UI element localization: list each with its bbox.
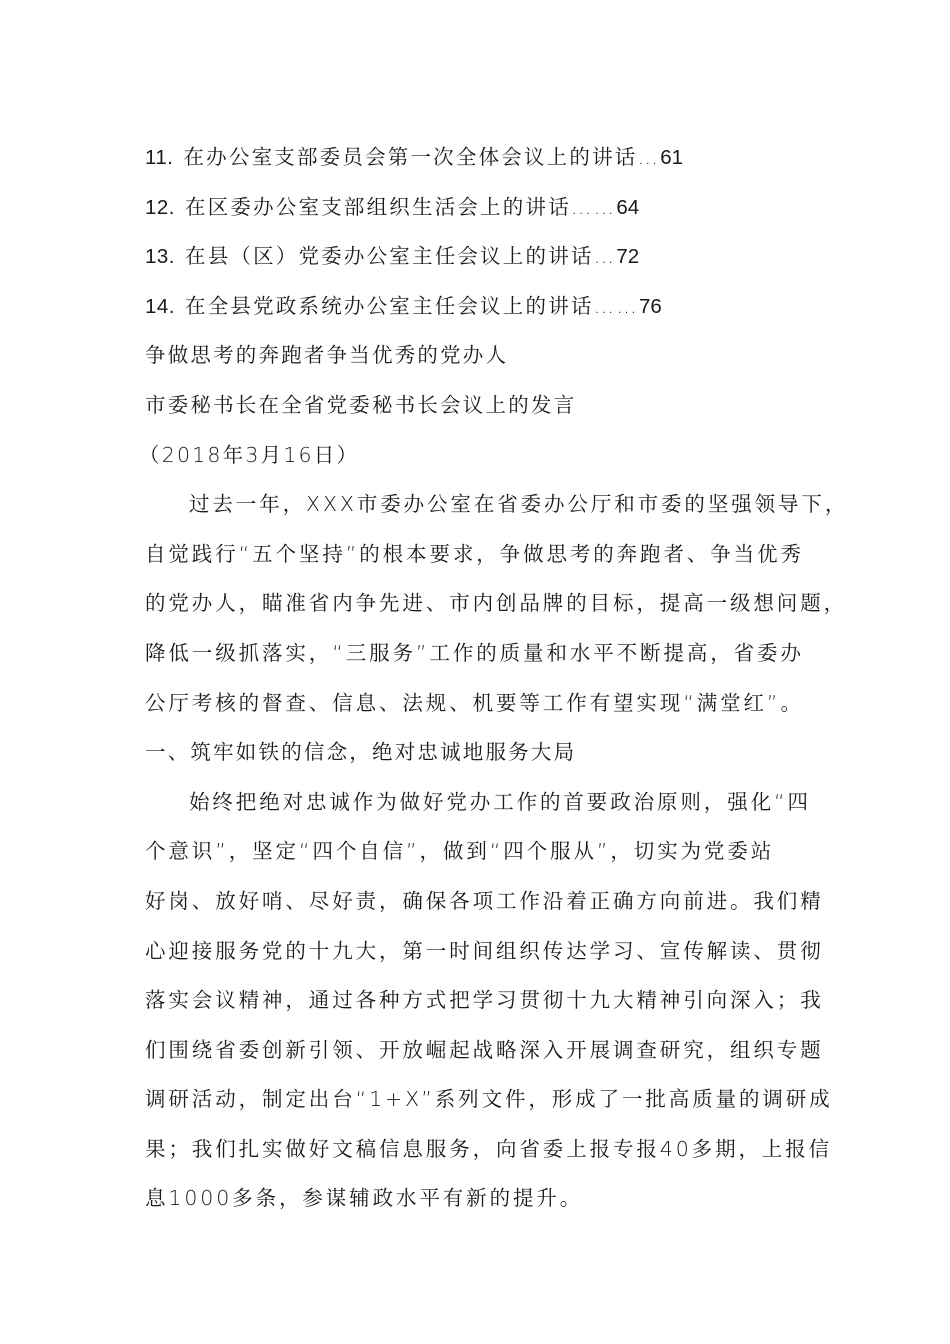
paragraph-line: 调研活动，制定出台“1+X”系列文件，形成了一批高质量的调研成 bbox=[145, 1087, 833, 1112]
toc-item-title: 在办公室支部委员会第一次全体会议上的讲话 bbox=[183, 145, 638, 169]
toc-item-14[interactable] bbox=[145, 282, 830, 332]
paragraph-line: 的党办人，瞄准省内争先进、市内创品牌的目标，提高一级想问题， bbox=[145, 591, 847, 616]
paragraph-line: 个意识”，坚定“四个自信”，做到“四个服从”，切实为党委站 bbox=[145, 839, 775, 864]
toc-item-leader: …… bbox=[593, 293, 640, 318]
toc-item-title: 在全县党政系统办公室主任会议上的讲话 bbox=[185, 293, 594, 318]
toc-item-page: 72 bbox=[616, 245, 640, 269]
paragraph-line: 自觉践行“五个坚持”的根本要求，争做思考的奔跑者、争当优秀 bbox=[145, 541, 804, 566]
toc-item-page: 64 bbox=[616, 195, 640, 219]
paragraph-line: 好岗、放好哨、尽好责，确保各项工作沿着正确方向前进。我们精 bbox=[145, 888, 824, 913]
paragraph-line: 过去一年，XXX市委办公室在省委办公厅和市委的坚强领导下， bbox=[189, 492, 849, 517]
toc-item-11[interactable] bbox=[145, 133, 830, 183]
toc-item-number: 14. bbox=[145, 294, 175, 318]
article-subtitle: 市委秘书长在全省党委秘书长会议上的发言 bbox=[145, 392, 577, 417]
toc-item-number: 11. bbox=[145, 146, 174, 169]
toc-item-title: 在县（区）党委办公室主任会议上的讲话 bbox=[185, 244, 594, 269]
paragraph-line: 息1000多条，参谋辅政水平有新的提升。 bbox=[145, 1186, 584, 1211]
article-date: （2018年3月16日） bbox=[139, 442, 360, 467]
toc-item-13[interactable] bbox=[145, 232, 830, 282]
toc-item-leader: …… bbox=[570, 194, 617, 219]
paragraph-line: 降低一级抓落实，“三服务”工作的质量和水平不断提高，省委办 bbox=[145, 640, 804, 665]
toc-item-number: 13. bbox=[145, 245, 175, 269]
toc-item-page: 61 bbox=[660, 146, 683, 169]
section-heading: 一、筑牢如铁的信念，绝对忠诚地服务大局 bbox=[145, 740, 577, 765]
toc-item-leader: … bbox=[593, 244, 617, 269]
table-of-contents bbox=[145, 133, 830, 331]
toc-item-page: 76 bbox=[639, 294, 662, 318]
toc-item-number: 12. bbox=[145, 195, 175, 219]
toc-item-title: 在区委办公室支部组织生活会上的讲话 bbox=[185, 194, 571, 219]
paragraph-line: 果；我们扎实做好文稿信息服务，向省委上报专报40多期，上报信 bbox=[145, 1136, 833, 1161]
paragraph-line: 心迎接服务党的十九大，第一时间组织传达学习、宣传解读、贯彻 bbox=[145, 938, 824, 963]
document-page bbox=[139, 133, 849, 1224]
toc-item-leader: … bbox=[637, 145, 661, 169]
section-1-paragraph bbox=[145, 778, 833, 1224]
intro-paragraph bbox=[145, 480, 849, 728]
toc-item-12[interactable] bbox=[145, 183, 830, 233]
paragraph-line: 们围绕省委创新引领、开放崛起战略深入开展调查研究，组织专题 bbox=[145, 1037, 824, 1062]
paragraph-line: 始终把绝对忠诚作为做好党办工作的首要政治原则，强化“四 bbox=[189, 789, 811, 814]
article-title: 争做思考的奔跑者争当优秀的党办人 bbox=[145, 343, 509, 368]
paragraph-line: 落实会议精神，通过各种方式把学习贯彻十九大精神引向深入；我 bbox=[145, 988, 824, 1013]
paragraph-line: 公厅考核的督查、信息、法规、机要等工作有望实现“满堂红”。 bbox=[145, 690, 804, 715]
